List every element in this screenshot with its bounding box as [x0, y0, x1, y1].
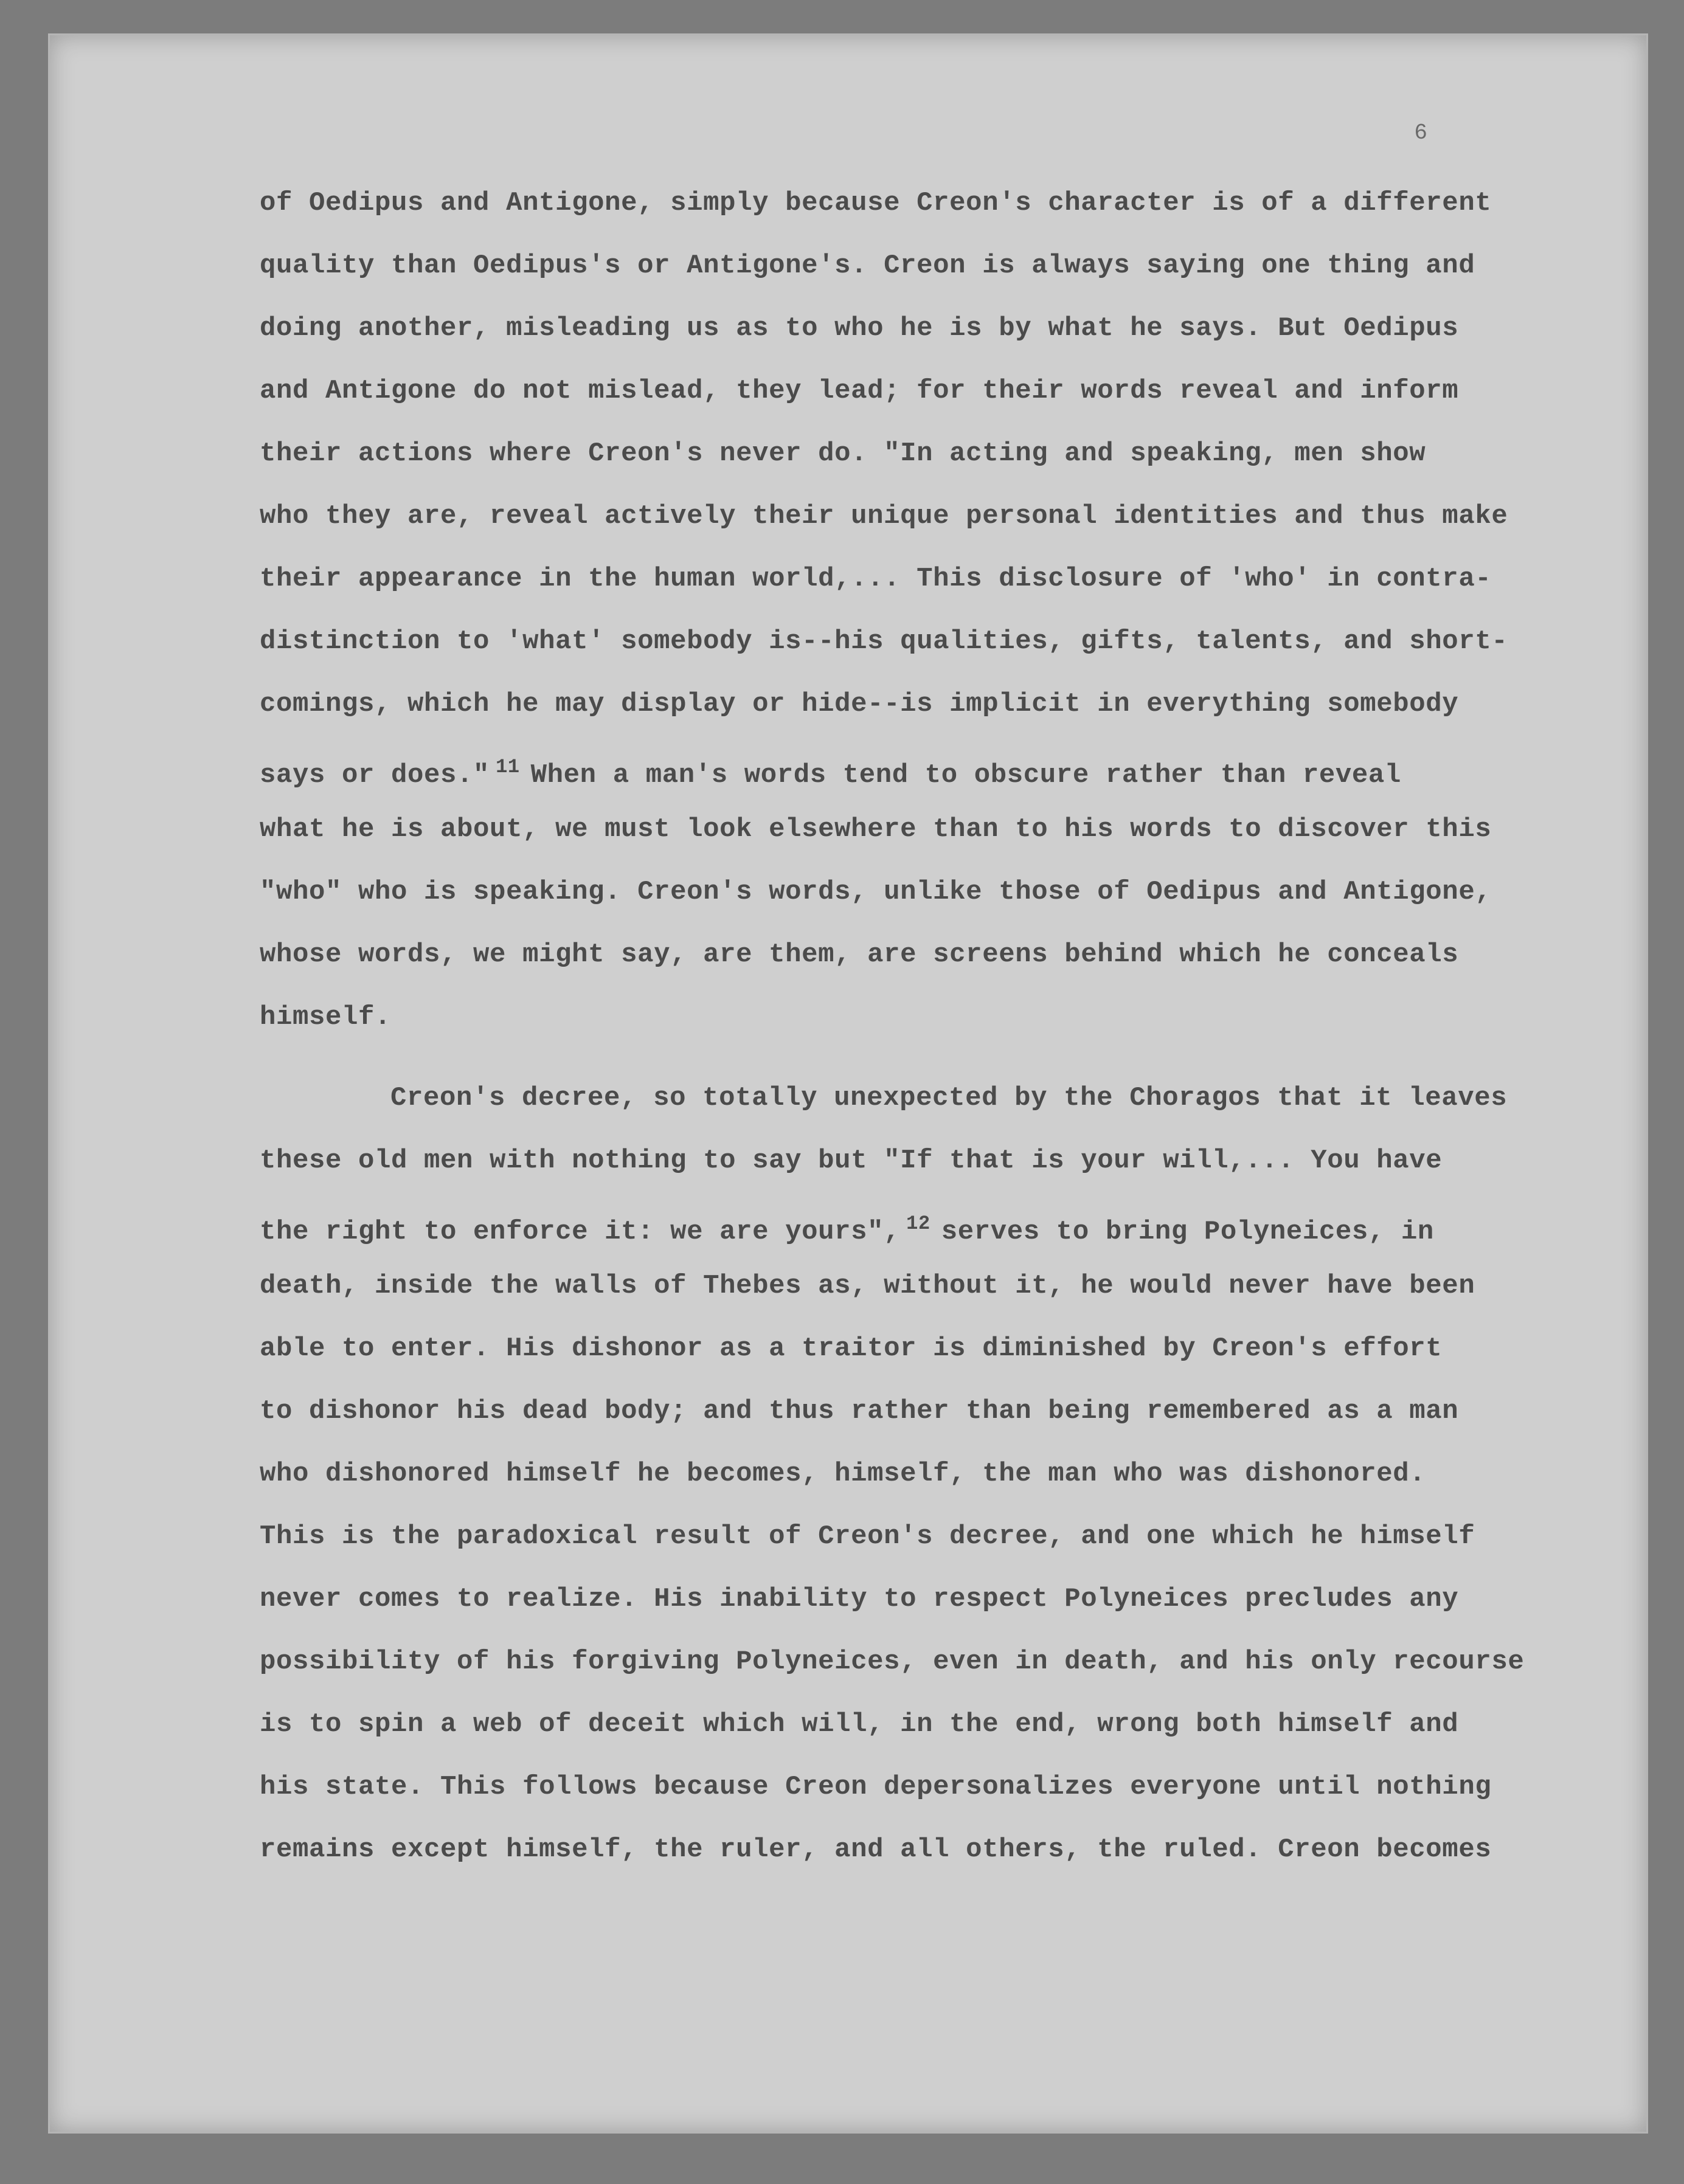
text-line-with-footnote [260, 736, 1549, 798]
text-line: remains except himself, the ruler, and all others, the ruled. Creon becomes [260, 1834, 1492, 1865]
text-segment: says or does." [260, 760, 490, 790]
text-line: of Oedipus and Antigone, simply because Creon's character is of a different [260, 188, 1492, 218]
text-line: who dishonored himself he becomes, himself, the man who was dishonored. [260, 1459, 1426, 1489]
typewritten-page [50, 35, 1646, 2132]
text-line: able to enter. His dishonor as a traitor is diminished by Creon's effort [260, 1333, 1443, 1364]
text-segment: the right to enforce it: we are yours", [260, 1217, 901, 1247]
page-number: 6 [1414, 120, 1427, 145]
paragraph-1 [260, 172, 1549, 1049]
page-body [260, 172, 1549, 1881]
text-line: what he is about, we must look elsewhere than to his words to discover this [260, 814, 1492, 845]
text-line: Creon's decree, so totally unexpected by the Choragos that it leaves [390, 1083, 1508, 1113]
text-line: to dishonor his dead body; and thus rather than being remembered as a man [260, 1396, 1459, 1426]
text-segment: When a man's words tend to obscure rather than reveal [530, 760, 1401, 790]
text-line: whose words, we might say, are them, are screens behind which he conceals [260, 939, 1459, 970]
text-line: possibility of his forgiving Polyneices, even in death, and his only recourse [260, 1647, 1525, 1677]
footnote-marker: 12 [906, 1212, 930, 1235]
text-line: death, inside the walls of Thebes as, without it, he would never have been [260, 1271, 1475, 1301]
text-line: This is the paradoxical result of Creon's decree, and one which he himself [260, 1521, 1475, 1552]
text-line: himself. [260, 1002, 392, 1032]
text-line: "who" who is speaking. Creon's words, unlike those of Oedipus and Antigone, [260, 877, 1492, 907]
text-line: and Antigone do not mislead, they lead; for their words reveal and inform [260, 376, 1459, 406]
text-line: their appearance in the human world,... This disclosure of 'who' in contra- [260, 564, 1492, 594]
text-line: his state. This follows because Creon depersonalizes everyone until nothing [260, 1772, 1492, 1802]
paragraph-2 [260, 1067, 1549, 1881]
text-segment: serves to bring Polyneices, in [941, 1217, 1434, 1247]
text-line: these old men with nothing to say but "If that is your will,... You have [260, 1146, 1443, 1176]
text-line: never comes to realize. His inability to respect Polyneices precludes any [260, 1584, 1459, 1614]
footnote-marker: 11 [496, 756, 520, 778]
text-line-with-footnote [260, 1192, 1549, 1255]
text-line: doing another, misleading us as to who he is by what he says. But Oedipus [260, 313, 1459, 344]
text-line: distinction to 'what' somebody is--his qualities, gifts, talents, and short- [260, 626, 1508, 657]
text-line: their actions where Creon's never do. "In acting and speaking, men show [260, 438, 1426, 469]
text-line: who they are, reveal actively their unique personal identities and thus make [260, 501, 1508, 531]
text-line: comings, which he may display or hide--is implicit in everything somebody [260, 689, 1459, 719]
text-line: quality than Oedipus's or Antigone's. Creon is always saying one thing and [260, 251, 1475, 281]
text-line: is to spin a web of deceit which will, in the end, wrong both himself and [260, 1709, 1459, 1740]
